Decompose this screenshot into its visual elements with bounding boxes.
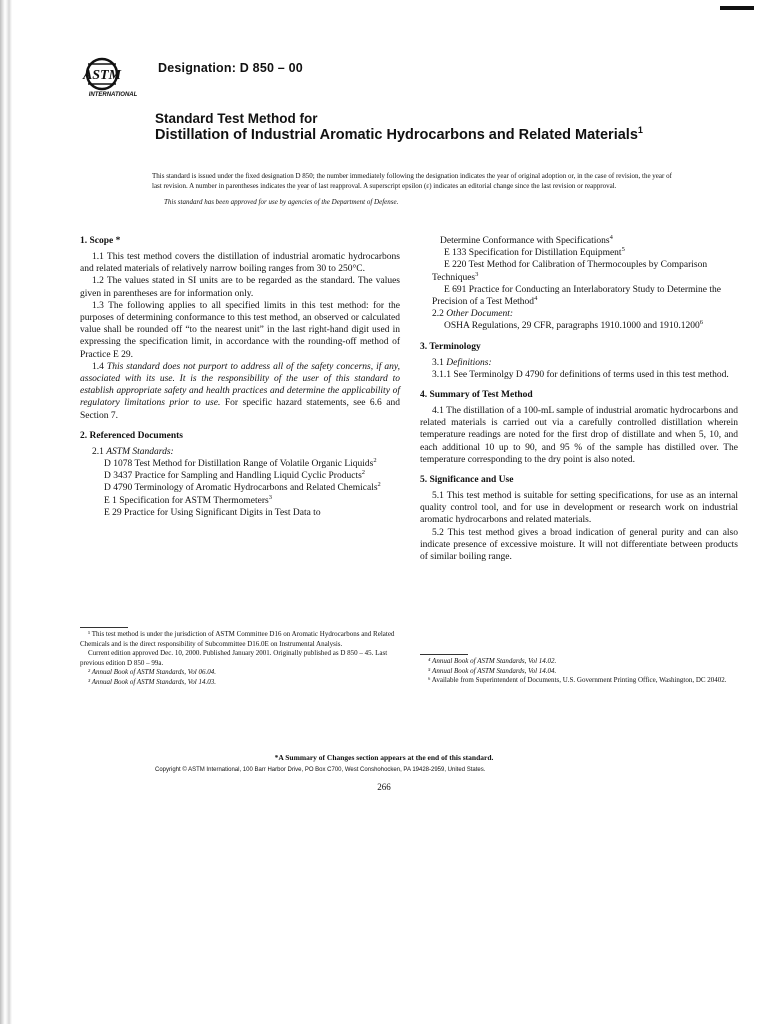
para-2-2-label: Other Document: — [446, 309, 513, 320]
ref-text: E 691 Practice for Conducting an Interlaboratory Study to Determine the Precision of a Test Method — [432, 284, 722, 308]
intro-notes — [152, 171, 672, 213]
para-2-1 — [80, 446, 400, 458]
para-2-2-num: 2.2 — [432, 309, 447, 320]
footnote-1: ¹ This test method is under the jurisdiction of ASTM Committee D16 on Aromatic Hydrocarbons and Related Chemicals and is the direct responsibility of Subcommittee D16.0E on Instrumental Analysis. — [80, 630, 395, 648]
section-4-heading: 4. Summary of Test Method — [420, 390, 533, 401]
footnote-4: ⁴ Annual Book of ASTM Standards, Vol 14.02. — [428, 657, 557, 665]
ref-text: Determine Conformance with Specifications — [440, 236, 610, 246]
footnotes-left — [80, 630, 400, 687]
para-1-2: 1.2 The values stated in SI units are to be regarded as the standard. The values given in parentheses are for information only. — [80, 276, 400, 299]
para-1-1: 1.1 This test method covers the distillation of industrial aromatic hydrocarbons and related materials of relatively narrow boiling ranges from 30 to 250°C. — [80, 252, 400, 275]
page-number: 266 — [377, 782, 391, 792]
designation: Designation: D 850 – 00 — [158, 61, 303, 75]
para-1-4-caveat: This standard does not purport to address all of the safety concerns, if any, associated with its use. It is the responsibility of the user of this standard to establish appropriate safety and health practices and determine the applicability of regulatory limitations prior to use. — [80, 361, 400, 409]
para-3-1 — [420, 357, 738, 369]
ref-e1 — [80, 495, 400, 507]
ref-text: D 4790 Terminology of Aromatic Hydrocarbons and Related Chemicals — [104, 483, 378, 494]
section-5-heading: 5. Significance and Use — [420, 475, 514, 486]
title-footnote-mark: 1 — [637, 125, 643, 136]
para-1-4-num: 1.4 — [92, 361, 107, 372]
document-title — [155, 127, 715, 144]
para-2-1-num: 2.1 — [92, 446, 107, 457]
ref-e220 — [420, 259, 738, 283]
ref-osha — [420, 320, 738, 332]
scan-edge-artifact — [0, 0, 14, 1024]
para-3-1-num: 3.1 — [432, 357, 447, 368]
para-5-2: 5.2 This test method gives a broad indication of general purity and can also indicate presence of excessive moisture. It will not differentiate between products of similar boiling range. — [420, 527, 738, 563]
ref-text: D 3437 Practice for Sampling and Handling Liquid Cyclic Products — [104, 471, 362, 482]
copyright-line: Copyright © ASTM International, 100 Barr Harbor Drive, PO Box C700, West Conshohocken, PA 19428-2959, United States. — [155, 767, 486, 773]
para-3-1-1: 3.1.1 See Terminolgy D 4790 for definitions of terms used in this test method. — [432, 369, 729, 380]
corner-mark — [720, 6, 754, 10]
title-main-text: Distillation of Industrial Aromatic Hydrocarbons and Related Materials — [155, 127, 638, 143]
para-1-3: 1.3 The following applies to all specified limits in this test method: for the purposes of determining conformance to this test method, an observed or calculated value shall be rounded off “to the nearest unit” in the last right-hand digit used in expressing the specification limit, in accordance with the rounding-off method of Practice E 29. — [80, 300, 400, 360]
ref-d3437 — [80, 470, 400, 482]
para-2-2 — [420, 308, 738, 320]
ref-sup: 4 — [534, 294, 538, 302]
para-5-1: 5.1 This test method is suitable for setting specifications, for use as an internal quality control tool, and for use in development or research work on industrial aromatic hydrocarbons and related materials. — [420, 491, 738, 526]
footnote-rule-left — [80, 627, 128, 628]
footnote-rule-right — [420, 654, 468, 655]
ref-sup: 2 — [373, 456, 377, 464]
ref-sup: 5 — [621, 246, 625, 254]
ref-sup: 3 — [268, 493, 272, 501]
para-2-1-label: ASTM Standards: — [106, 446, 174, 457]
title-pre: Standard Test Method for — [155, 111, 318, 126]
svg-text:ASTM: ASTM — [82, 68, 122, 83]
ref-text: D 1078 Test Method for Distillation Range of Volatile Organic Liquids — [104, 459, 374, 470]
ref-sup: 2 — [361, 469, 366, 477]
ref-text: OSHA Regulations, 29 CFR, paragraphs 1910.1000 and 1910.1200 — [444, 321, 700, 332]
issued-note: This standard is issued under the fixed designation D 850; the number immediately following the designation indicates the year of original adoption or, in the case of revision, the year of last revision. A number in parentheses indicates the year of last reapproval. A superscript epsilon (ε) indicates an editorial change since the last revision or reapproval. — [152, 172, 672, 190]
footnote-2: ² Annual Book of ASTM Standards, Vol 06.04. — [88, 668, 216, 676]
ref-sup: 2 — [377, 481, 381, 489]
ref-d1078 — [80, 458, 400, 470]
ref-sup: 3 — [475, 270, 479, 278]
svg-text:INTERNATIONAL: INTERNATIONAL — [88, 92, 138, 98]
ref-text: E 220 Test Method for Calibration of Thermocouples by Comparison Techniques — [432, 260, 708, 283]
section-1-heading: 1. Scope * — [80, 236, 121, 246]
ref-sup: 6 — [699, 319, 703, 327]
ref-e133 — [420, 247, 738, 259]
ref-text: E 1 Specification for ASTM Thermometers — [104, 495, 269, 506]
para-4-1: 4.1 The distillation of a 100-mL sample of industrial aromatic hydrocarbons and related materials is carried out via a carefully controlled distillation wherein temperature readings are noted for the first drop of distillate and when 5, 10, and each additional 10 up to 90, and 95 % of the sample has distilled over. The temperature corresponding to the dry point is also noted. — [420, 406, 738, 465]
section-2-heading: 2. Referenced Documents — [80, 430, 183, 441]
footnote-5: ⁵ Annual Book of ASTM Standards, Vol 14.04. — [428, 666, 557, 675]
ref-e691 — [420, 284, 738, 308]
right-column — [420, 235, 738, 563]
para-1-4-tail: For specific hazard statements, see 6.6 and Section 7. — [80, 398, 401, 421]
section-3-heading: 3. Terminology — [420, 341, 481, 352]
ref-sup: 4 — [609, 233, 613, 241]
summary-of-changes-note: *A Summary of Changes section appears at the end of this standard. — [274, 753, 494, 762]
footnote-6: ⁶ Available from Superintendent of Documents, U.S. Government Printing Office, Washington, DC 20402. — [428, 676, 727, 684]
title-block — [155, 111, 715, 144]
ref-text: E 29 Practice for Using Significant Digits in Test Data to — [104, 507, 321, 518]
ref-e29-continued — [420, 235, 738, 247]
approval-note: This standard has been approved for use by agencies of the Department of Defense. — [164, 198, 399, 206]
ref-e29 — [80, 507, 400, 519]
footnote-3: ³ Annual Book of ASTM Standards, Vol 14.03. — [88, 677, 216, 686]
para-1-4 — [80, 361, 400, 422]
left-column — [80, 235, 400, 519]
para-3-1-label: Definitions: — [446, 357, 492, 368]
ref-text: E 133 Specification for Distillation Equipment — [444, 248, 622, 259]
astm-logo — [78, 56, 148, 98]
ref-d4790 — [80, 482, 400, 494]
footnote-1-edition: Current edition approved Dec. 10, 2000. Published January 2001. Originally published as D 850 – 45. Last previous edition D 850 – 99a. — [80, 649, 388, 667]
footnotes-right — [420, 657, 738, 686]
